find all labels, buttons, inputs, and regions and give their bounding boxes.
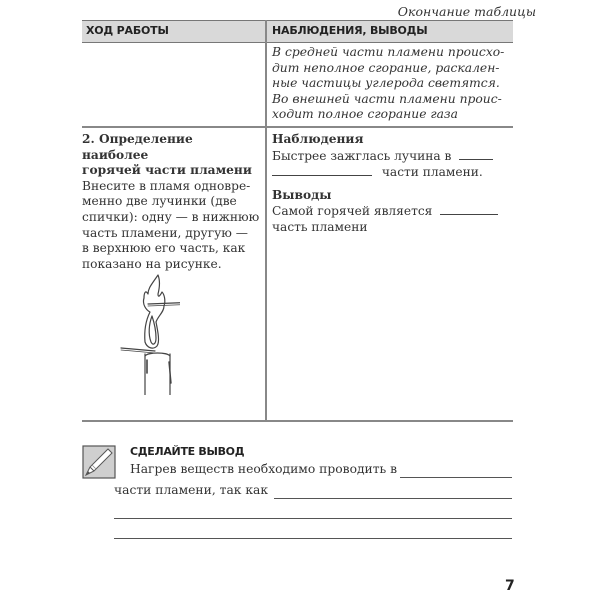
text-line: дит неполное сгорание, раскален- (272, 60, 500, 75)
conclusions-heading: Выводы (272, 187, 332, 202)
observations-heading: Наблюдения (272, 132, 364, 146)
observations-text: части пламени. (381, 165, 483, 180)
conclusion-section (82, 440, 512, 550)
text-line: Во внешней части пламени проис- (272, 91, 502, 106)
page-number: 7 (505, 578, 515, 594)
answer-blank[interactable] (272, 164, 372, 176)
table-bottom-border (82, 420, 513, 422)
text-line: менно две лучинки (две (82, 194, 237, 209)
candle-body (145, 354, 170, 395)
table-header (82, 20, 513, 43)
answer-line[interactable] (274, 498, 512, 499)
upper-splinter (148, 302, 180, 304)
step-title: 2. Определение наиболее (82, 132, 193, 162)
table-continuation-caption: Окончание таблицы (397, 4, 536, 19)
observations-text: Быстрее зажглась лучина в (272, 148, 452, 163)
flame-inner (149, 316, 156, 344)
text-line: спички): одну — в нижнюю (82, 209, 260, 224)
text-line: ходит полное сгорание газа (272, 107, 458, 122)
answer-blank[interactable] (440, 203, 498, 215)
flame-zones-explanation (272, 45, 510, 123)
row-divider (82, 126, 513, 128)
conclusions-text: часть пламени (272, 219, 368, 234)
conclusion-text: части пламени, так как (114, 483, 269, 497)
step-2-procedure (82, 132, 260, 272)
candle-splinters-illustration (60, 270, 180, 395)
answer-line[interactable] (114, 538, 512, 539)
answer-blank[interactable] (459, 148, 493, 160)
conclusion-title: СДЕЛАЙТЕ ВЫВОД (130, 445, 245, 458)
header-observations: НАБЛЮДЕНИЯ, ВЫВОДЫ (272, 24, 428, 37)
text-line: ные частицы углерода светятся. (272, 76, 500, 91)
pencil-icon (82, 445, 116, 479)
answer-line[interactable] (114, 518, 512, 519)
text-line: показано на рисунке. (82, 256, 222, 271)
text-line: В средней части пламени происхо- (272, 45, 505, 59)
step-2-observations (272, 132, 508, 236)
step-title: горячей части пламени (82, 163, 252, 178)
conclusions-text: Самой горячей является (272, 204, 433, 219)
text-line: часть пламени, другую — (82, 225, 248, 240)
answer-line[interactable] (400, 477, 512, 478)
text-line: в верхнюю его часть, как (82, 241, 246, 256)
header-procedure: ХОД РАБОТЫ (86, 24, 169, 37)
flame-outer (143, 275, 164, 348)
conclusion-text: Нагрев веществ необходимо проводить в (130, 462, 398, 476)
text-line: Внесите в пламя одновре- (82, 178, 251, 193)
column-divider (265, 20, 267, 422)
